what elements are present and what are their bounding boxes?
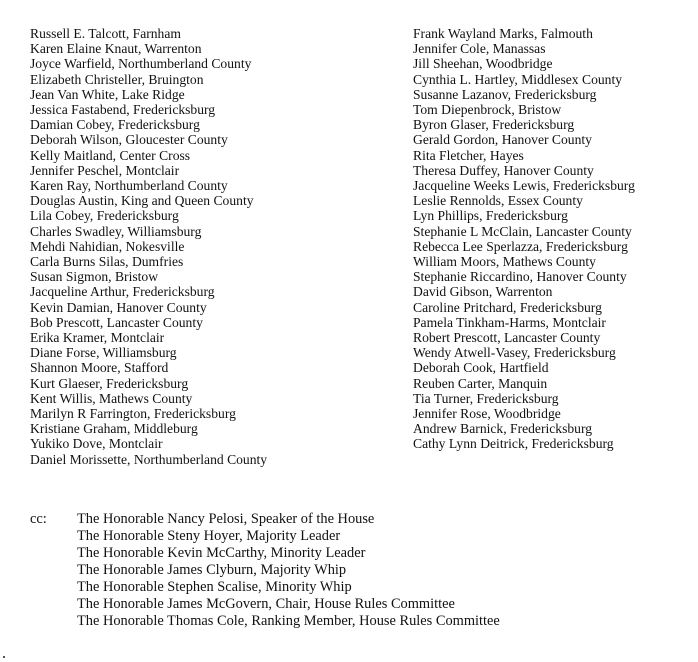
signer-entry: Byron Glaser, Fredericksburg	[413, 117, 575, 133]
signer-entry: Diane Forse, Williamsburg	[30, 345, 177, 361]
signer-entry: Charles Swadley, Williamsburg	[30, 223, 202, 239]
signer-entry: Kurt Glaeser, Fredericksburg	[30, 375, 189, 391]
signer-entry: Jennifer Rose, Woodbridge	[413, 406, 561, 422]
signer-entry: Joyce Warfield, Northumberland County	[30, 56, 252, 72]
signer-entry: Frank Wayland Marks, Falmouth	[413, 26, 593, 41]
signer-entry: Susanne Lazanov, Fredericksburg	[413, 86, 597, 102]
signer-entry: Reuben Carter, Manquin	[413, 375, 548, 391]
signer-entry: Russell E. Talcott, Farnham	[30, 26, 181, 41]
signer-entry: Robert Prescott, Lancaster County	[413, 330, 601, 346]
signers-left-column	[30, 26, 267, 467]
signer-entry: Yukiko Dove, Montclair	[30, 436, 163, 452]
signer-entry: Bob Prescott, Lancaster County	[30, 314, 203, 330]
signer-entry: Kristiane Graham, Middleburg	[30, 421, 198, 437]
signer-entry: Tom Diepenbrock, Bristow	[413, 102, 562, 118]
signer-entry: Kelly Maitland, Center Cross	[30, 147, 191, 163]
signer-entry: Erika Kramer, Montclair	[30, 330, 165, 346]
signer-entry: Jean Van White, Lake Ridge	[30, 86, 185, 102]
cc-label: cc:	[30, 511, 47, 527]
signer-entry: Karen Ray, Northumberland County	[30, 178, 228, 194]
signer-entry: Caroline Pritchard, Fredericksburg	[413, 299, 602, 315]
signer-entry: Lyn Phillips, Fredericksburg	[413, 208, 568, 224]
signer-entry: Jessica Fastabend, Fredericksburg	[30, 102, 216, 118]
signer-entry: Wendy Atwell-Vasey, Fredericksburg	[413, 345, 616, 361]
signer-entry: Deborah Cook, Hartfield	[413, 360, 549, 376]
signer-entry: Leslie Rennolds, Essex County	[413, 193, 583, 209]
signer-entry: Rebecca Lee Sperlazza, Fredericksburg	[413, 238, 628, 254]
cc-recipient: The Honorable Nancy Pelosi, Speaker of the House	[77, 511, 375, 527]
signer-entry: Stephanie Riccardino, Hanover County	[413, 269, 627, 285]
signer-entry: Cynthia L. Hartley, Middlesex County	[413, 71, 623, 87]
signer-entry: Damian Cobey, Fredericksburg	[30, 117, 200, 133]
signer-entry: Jennifer Peschel, Montclair	[30, 162, 180, 178]
cc-recipient: The Honorable James McGovern, Chair, House Rules Committee	[77, 596, 455, 612]
signer-entry: Theresa Duffey, Hanover County	[413, 162, 594, 178]
signer-entry: Cathy Lynn Deitrick, Fredericksburg	[413, 436, 614, 452]
signer-entry: Andrew Barnick, Fredericksburg	[413, 421, 593, 437]
signer-entry: Gerald Gordon, Hanover County	[413, 132, 592, 148]
signer-entry: Shannon Moore, Stafford	[30, 360, 169, 376]
signer-entry: Lila Cobey, Fredericksburg	[30, 208, 179, 224]
cc-recipient: The Honorable Steny Hoyer, Majority Leader	[77, 528, 341, 544]
cc-recipient: The Honorable Thomas Cole, Ranking Member, House Rules Committee	[77, 613, 500, 629]
signers-right-column	[413, 26, 635, 452]
signer-entry: Kent Willis, Mathews County	[30, 390, 193, 406]
signer-entry: Pamela Tinkham-Harms, Montclair	[413, 314, 606, 330]
signer-entry: William Moors, Mathews County	[413, 254, 596, 270]
signer-entry: Jacqueline Weeks Lewis, Fredericksburg	[413, 178, 635, 194]
signer-entry: Deborah Wilson, Gloucester County	[30, 132, 228, 148]
signer-entry: Mehdi Nahidian, Nokesville	[30, 238, 185, 254]
signer-entry: Kevin Damian, Hanover County	[30, 299, 207, 315]
cc-recipient: The Honorable Stephen Scalise, Minority Whip	[77, 579, 352, 595]
signer-entry: Marilyn R Farrington, Fredericksburg	[30, 406, 236, 422]
signer-entry: Susan Sigmon, Bristow	[30, 269, 159, 285]
signer-entry: David Gibson, Warrenton	[413, 284, 553, 300]
signer-entry: Jennifer Cole, Manassas	[413, 41, 546, 57]
cc-recipient: The Honorable Kevin McCarthy, Minority Leader	[77, 545, 366, 561]
signer-entry: Tia Turner, Fredericksburg	[413, 390, 559, 406]
signer-entry: Rita Fletcher, Hayes	[413, 147, 524, 163]
signer-entry: Jill Sheehan, Woodbridge	[413, 56, 553, 72]
signer-entry: Jacqueline Arthur, Fredericksburg	[30, 284, 215, 300]
signer-entry: Karen Elaine Knaut, Warrenton	[30, 41, 202, 57]
page-edge-mark	[3, 656, 5, 658]
cc-recipient: The Honorable James Clyburn, Majority Whip	[77, 562, 347, 578]
signer-entry: Stephanie L McClain, Lancaster County	[413, 223, 632, 239]
signer-entry: Douglas Austin, King and Queen County	[30, 193, 254, 209]
cc-recipient-list	[77, 511, 500, 630]
signer-entry: Carla Burns Silas, Dumfries	[30, 254, 184, 270]
signer-entry: Elizabeth Christeller, Bruington	[30, 71, 204, 87]
signer-entry: Daniel Morissette, Northumberland County	[30, 451, 268, 467]
